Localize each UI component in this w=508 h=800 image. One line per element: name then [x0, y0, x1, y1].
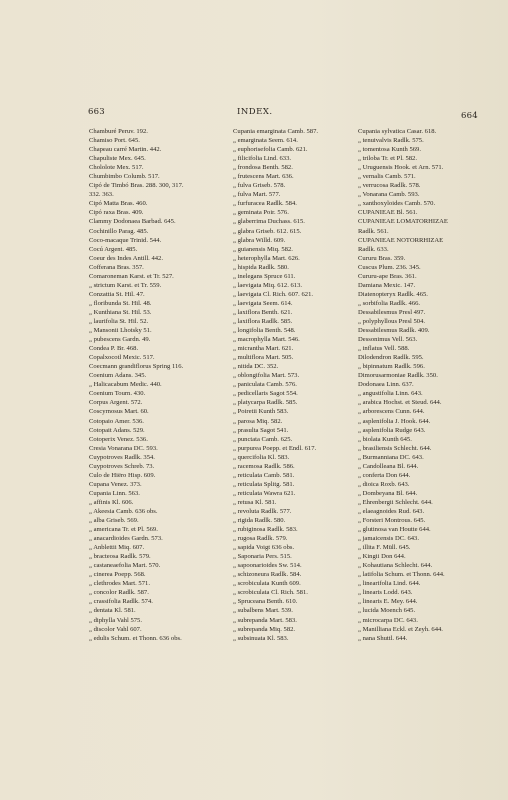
- index-entry: „ illita F. Müll. 645.: [358, 544, 411, 552]
- index-entry: „ Anblettii Miq. 607.: [89, 544, 145, 552]
- index-entry: „ dentata Kl. 581.: [89, 607, 136, 615]
- index-entry: „ dioica Roxb. 643.: [358, 480, 410, 488]
- index-entry: „ geminata Poir. 576.: [233, 209, 289, 217]
- index-entry: „ Kingii Don 644.: [358, 553, 406, 561]
- index-entry: Cipó Matta Bras. 460.: [89, 200, 148, 208]
- index-entry: „ frondosa Benth. 582.: [233, 164, 293, 172]
- index-entry: „ revoluta Radlk. 577.: [233, 507, 292, 515]
- index-entry: „ crassifolia Radlk. 574.: [89, 598, 153, 606]
- index-entry: „ cinerea Poepp. 568.: [89, 571, 146, 579]
- index-entry: „ oblongifolia Mart. 573.: [233, 372, 300, 380]
- index-entry: Coco-macaque Trinid. 544.: [89, 236, 162, 244]
- index-entry: „ glutinosa van Houtte 644.: [358, 526, 431, 534]
- index-entry: Corpus Argent. 572.: [89, 399, 143, 407]
- index-entry: „ Akeesia Camb. 636 obs.: [89, 507, 158, 515]
- index-entry: „ laevigata Seem. 614.: [233, 299, 293, 307]
- index-entry: „ laxiflora Benth. 621.: [233, 308, 293, 316]
- index-entry: Dessabilesmus Radlk. 409.: [358, 327, 430, 335]
- index-entry: „ sapoonarioides Sw. 514.: [233, 562, 302, 570]
- index-entry: CUPANIEAE LOMATORHIZAE: [358, 218, 448, 226]
- index-entry: „ alba Griseb. 569.: [89, 517, 139, 525]
- index-entry: „ tenuivalvis Radlk. 575.: [358, 137, 424, 145]
- index-entry: „ scrobiculata Kunth 609.: [233, 580, 301, 588]
- index-entry: „ subalbens Mart. 539.: [233, 607, 293, 615]
- index-entry: Dessonimus Vell. 563.: [358, 336, 418, 344]
- index-entry: „ quercifolia Kl. 583.: [233, 453, 290, 461]
- index-entry: Dilodendron Radlk. 595.: [358, 354, 424, 362]
- index-entry: „ vernalis Camb. 571.: [358, 173, 416, 181]
- index-entry: „ purpurea Poepp. et Endl. 617.: [233, 444, 317, 452]
- index-entry: „ retusa Kl. 581.: [233, 498, 277, 506]
- index-entry: „ angustifolia Linn. 643.: [358, 390, 423, 398]
- index-entry: „ jamaicensis DC. 643.: [358, 535, 419, 543]
- index-entry: „ edulis Schum. et Thonn. 636 obs.: [89, 634, 182, 642]
- index-entry: „ fulva Griseb. 578.: [233, 182, 286, 190]
- index-entry: „ glabra Willd. 609.: [233, 236, 286, 244]
- index-entry: „ punctata Camb. 625.: [233, 435, 293, 443]
- index-entry: „ fulva Mart. 577.: [233, 191, 281, 199]
- index-entry: „ floribunda St. Hil. 48.: [89, 299, 152, 307]
- index-entry: „ subrepanda Miq. 582.: [233, 625, 296, 633]
- index-entry: „ multiflora Mart. 505.: [233, 354, 294, 362]
- index-entry: „ Forsteri Montrous. 645.: [358, 517, 426, 525]
- index-entry: Cotoperix Venez. 536.: [89, 435, 148, 443]
- index-entry: „ linearifolia Lind. 644.: [358, 580, 421, 588]
- index-entry: „ castaneaefolia Mart. 570.: [89, 562, 161, 570]
- index-entry: „ Poiretii Kunth 583.: [233, 408, 289, 416]
- index-entry: Cipó raxa Bras. 409.: [89, 209, 144, 217]
- index-entry: „ Mansonii Lhotsky 51.: [89, 327, 152, 335]
- index-entry: Coscyrnosus Mart. 60.: [89, 408, 149, 416]
- index-entry: „ strictum Karst. et Tr. 559.: [89, 281, 162, 289]
- index-entry: Dimorusarmoniae Radlk. 350.: [358, 372, 438, 380]
- index-entry: „ subrepanda Mart. 583.: [233, 616, 297, 624]
- index-entry: „ macrophylla Mart. 546.: [233, 336, 300, 344]
- index-entry: „ subsinuata Kl. 583.: [233, 634, 289, 642]
- index-entry: „ laxiflora Radlk. 585.: [233, 317, 293, 325]
- index-entry: Coecmann grandiflorus Spring 116.: [89, 363, 184, 371]
- index-entry: „ rubiginosa Radlk. 583.: [233, 526, 298, 534]
- index-entry: „ paniculata Camb. 576.: [233, 381, 297, 389]
- index-entry: Chapuliste Mex. 645.: [89, 155, 146, 163]
- index-entry: „ guianensis Miq. 582.: [233, 245, 293, 253]
- index-entry: „ hispida Radlk. 580.: [233, 263, 289, 271]
- index-entry: „ asplenifolia J. Hook. 644.: [358, 417, 431, 425]
- index-entry: Dessabilesmus Presl 497.: [358, 308, 426, 316]
- index-entry: „ furfuracea Radlk. 584.: [233, 200, 297, 208]
- index-entry: „ linearis Lodd. 643.: [358, 589, 413, 597]
- index-entry: Diatenopteryx Radlk. 465.: [358, 290, 428, 298]
- index-entry: „ laevigata Miq. 612. 613.: [233, 281, 303, 289]
- index-entry: Chumbimbo Columb. 517.: [89, 173, 160, 181]
- index-entry: Cururu-ape Bras. 361.: [358, 272, 417, 280]
- index-entry: „ scrobiculata Cl. Rich. 581.: [233, 589, 308, 597]
- index-entry: „ verrucosa Radlk. 578.: [358, 182, 421, 190]
- index-entry: Condea P. Br. 468.: [89, 345, 139, 353]
- index-entry: Cochinillo Parag. 485.: [89, 227, 149, 235]
- index-entry: „ biolata Kunth 645.: [358, 435, 412, 443]
- index-entry: Copalxocotl Mexic. 517.: [89, 354, 155, 362]
- index-entry: Comaroneman Karst. et Tr. 527.: [89, 272, 174, 280]
- index-entry: „ rugosa Radlk. 579.: [233, 535, 288, 543]
- page-number-right: 664: [461, 111, 478, 121]
- index-entry: Chamiso Port. 645.: [89, 137, 140, 145]
- index-entry: „ Candolleana Bl. 644.: [358, 462, 419, 470]
- index-entry: CUPANIEAE Bl. 561.: [358, 209, 418, 217]
- index-entry: „ linearis E. Mey. 644.: [358, 598, 418, 606]
- index-entry: „ emarginata Seem. 614.: [233, 137, 298, 145]
- index-entry: Cupania Linn. 563.: [89, 489, 140, 497]
- index-entry: Coeur des Indes Antill. 442.: [89, 254, 163, 262]
- index-entry: „ xanthoxyloides Camb. 570.: [358, 200, 436, 208]
- index-entry: „ asplenifolia Rudge 643.: [358, 426, 426, 434]
- index-entry: „ parosa Miq. 582.: [233, 417, 283, 425]
- index-entry: „ Manilliana Eckl. et Zeyh. 644.: [358, 625, 443, 633]
- index-column-1: [89, 127, 239, 643]
- index-entry: „ sorbifolia Radlk. 466.: [358, 299, 421, 307]
- index-entry: „ arabica Hochst. et Steud. 644.: [358, 399, 442, 407]
- index-entry: Chololote Mex. 517.: [89, 164, 144, 172]
- index-entry: „ Kunthiana St. Hil. 53.: [89, 308, 152, 316]
- index-entry: „ arborescens Cunn. 644.: [358, 408, 425, 416]
- index-entry: Cotopait Adans. 529.: [89, 426, 145, 434]
- index-column-3: [358, 127, 476, 643]
- index-entry: Radlk. 633.: [358, 245, 389, 253]
- index-entry: „ laurifolia St. Hil. 52.: [89, 317, 149, 325]
- index-entry: „ prasulta Sagot 541.: [233, 426, 289, 434]
- index-entry: Cupana Venez. 373.: [89, 480, 142, 488]
- page-number-left: 663: [88, 107, 105, 117]
- index-entry: Cuypotroves Schreb. 73.: [89, 462, 155, 470]
- index-entry: „ Burmanniana DC. 643.: [358, 453, 424, 461]
- index-entry: „ nitida DC. 352.: [233, 363, 279, 371]
- index-entry: „ Kohautiana Schlecht. 644.: [358, 562, 433, 570]
- index-entry: „ tomentosa Kunth 569.: [358, 146, 421, 154]
- index-entry: Cresia Vonarana DC. 593.: [89, 444, 158, 452]
- index-entry: „ Dombeyana Bl. 644.: [358, 489, 418, 497]
- index-entry: Damiana Mexic. 147.: [358, 281, 416, 289]
- index-entry: „ bracteosa Radlk. 579.: [89, 553, 151, 561]
- index-entry: „ reticulata Camb. 581.: [233, 471, 295, 479]
- index-entry: Chamburé Peruv. 192.: [89, 128, 148, 135]
- index-entry: „ Uruguensis Hook. et Arn. 571.: [358, 164, 444, 172]
- index-entry: „ microcarpa DC. 643.: [358, 616, 418, 624]
- index-entry: „ platycarpa Radlk. 585.: [233, 399, 298, 407]
- index-entry: „ Halicacabum Medic. 440.: [89, 381, 162, 389]
- page-title: INDEX.: [237, 107, 273, 117]
- index-entry: 332. 363.: [89, 191, 114, 199]
- index-entry: Radlk. 561.: [358, 227, 389, 235]
- index-column-2: [233, 127, 358, 643]
- index-entry: „ inflatus Vell. 588.: [358, 345, 410, 353]
- index-entry: „ euphorisefolia Camb. 621.: [233, 146, 308, 154]
- index-entry: Dodonaea Linn. 637.: [358, 381, 414, 389]
- index-entry: „ Vonarana Camb. 593.: [358, 191, 420, 199]
- index-entry: „ Saponaria Pers. 515.: [233, 553, 292, 561]
- index-entry: Coenium Tourn. 430.: [89, 390, 146, 398]
- index-entry: „ pubescens Gardn. 49.: [89, 336, 151, 344]
- index-entry: Culo de Hiëro Hisp. 609.: [89, 471, 156, 479]
- index-entry: „ polyphyllous Presl 504.: [358, 317, 426, 325]
- index-entry: „ conferta Don 644.: [358, 471, 411, 479]
- index-entry: Cupania emarginata Camb. 587.: [233, 128, 319, 135]
- index-entry: Cururu Bras. 359.: [358, 254, 406, 262]
- index-entry: „ rigida Radlk. 580.: [233, 517, 286, 525]
- index-entry: „ filicifolia Lind. 633.: [233, 155, 292, 163]
- index-entry: „ longifolia Benth. 548.: [233, 327, 296, 335]
- index-entry: „ latifolia Schum. et Thonn. 644.: [358, 571, 445, 579]
- index-entry: „ racemosa Radlk. 586.: [233, 462, 295, 470]
- index-entry: „ discolor Vahl 607.: [89, 625, 142, 633]
- index-entry: Cofferana Bras. 357.: [89, 263, 144, 271]
- index-entry: „ schizoneura Radlk. 584.: [233, 571, 302, 579]
- index-entry: „ triloba Tr. et Pl. 582.: [358, 155, 417, 163]
- index-entry: Clammy Dodonaea Barbad. 645.: [89, 218, 176, 226]
- index-entry: „ clethrodes Mart. 571.: [89, 580, 150, 588]
- index-entry: „ reticulata Wawra 621.: [233, 489, 296, 497]
- index-entry: Cuscus Plum. 236. 345.: [358, 263, 421, 271]
- index-entry: Coenium Adans. 345.: [89, 372, 147, 380]
- index-entry: „ laevigata Cl. Rich. 607. 621.: [233, 290, 314, 298]
- index-entry: „ frutescens Mart. 636.: [233, 173, 294, 181]
- index-entry: „ micrantha Mart. 621.: [233, 345, 294, 353]
- index-entry: Cocú Argent. 485.: [89, 245, 138, 253]
- index-entry: Chapeau carré Martin. 442.: [89, 146, 162, 154]
- index-entry: „ nana Shuttl. 644.: [358, 634, 408, 642]
- index-entry: „ Ehrenbergii Schlecht. 644.: [358, 498, 433, 506]
- index-entry: „ glabra Griseb. 612. 615.: [233, 227, 302, 235]
- index-entry: „ pedicellaris Sagot 554.: [233, 390, 298, 398]
- index-entry: „ affinis Kl. 606.: [89, 498, 134, 506]
- index-entry: „ reticulata Splitg. 581.: [233, 480, 295, 488]
- index-entry: „ sapida Voigt 636 obs.: [233, 544, 295, 552]
- index-entry: „ glaberrima Duchass. 615.: [233, 218, 305, 226]
- index-entry: „ diphylla Vahl 575.: [89, 616, 142, 624]
- index-entry: „ heterophylla Mart. 626.: [233, 254, 300, 262]
- index-entry: „ bipinnatum Radlk. 596.: [358, 363, 425, 371]
- index-entry: CUPANIEAE NOTORRHIZAE: [358, 236, 444, 244]
- index-entry: Cipó de Timbó Bras. 288. 300, 317.: [89, 182, 184, 190]
- index-entry: „ lucida Moench 645.: [358, 607, 416, 615]
- index-entry: „ concolor Radlk. 587.: [89, 589, 149, 597]
- index-entry: „ Spruceana Benth. 610.: [233, 598, 298, 606]
- index-entry: „ inelegans Spruce 611.: [233, 272, 296, 280]
- index-entry: „ elaeagnoides Rud. 643.: [358, 507, 425, 515]
- index-entry: Conzattia St. Hil. 47.: [89, 290, 145, 298]
- index-entry: „ anacardioides Gardn. 573.: [89, 535, 163, 543]
- index-entry: „ brasiliensis Schlecht. 644.: [358, 444, 432, 452]
- index-entry: „ americana Tr. et Pl. 569.: [89, 526, 158, 534]
- index-entry: Cupania sylvatica Casar. 618.: [358, 128, 437, 135]
- index-entry: Cotopaio Amer. 536.: [89, 417, 144, 425]
- index-entry: Cuypotroves Radlk. 354.: [89, 453, 155, 461]
